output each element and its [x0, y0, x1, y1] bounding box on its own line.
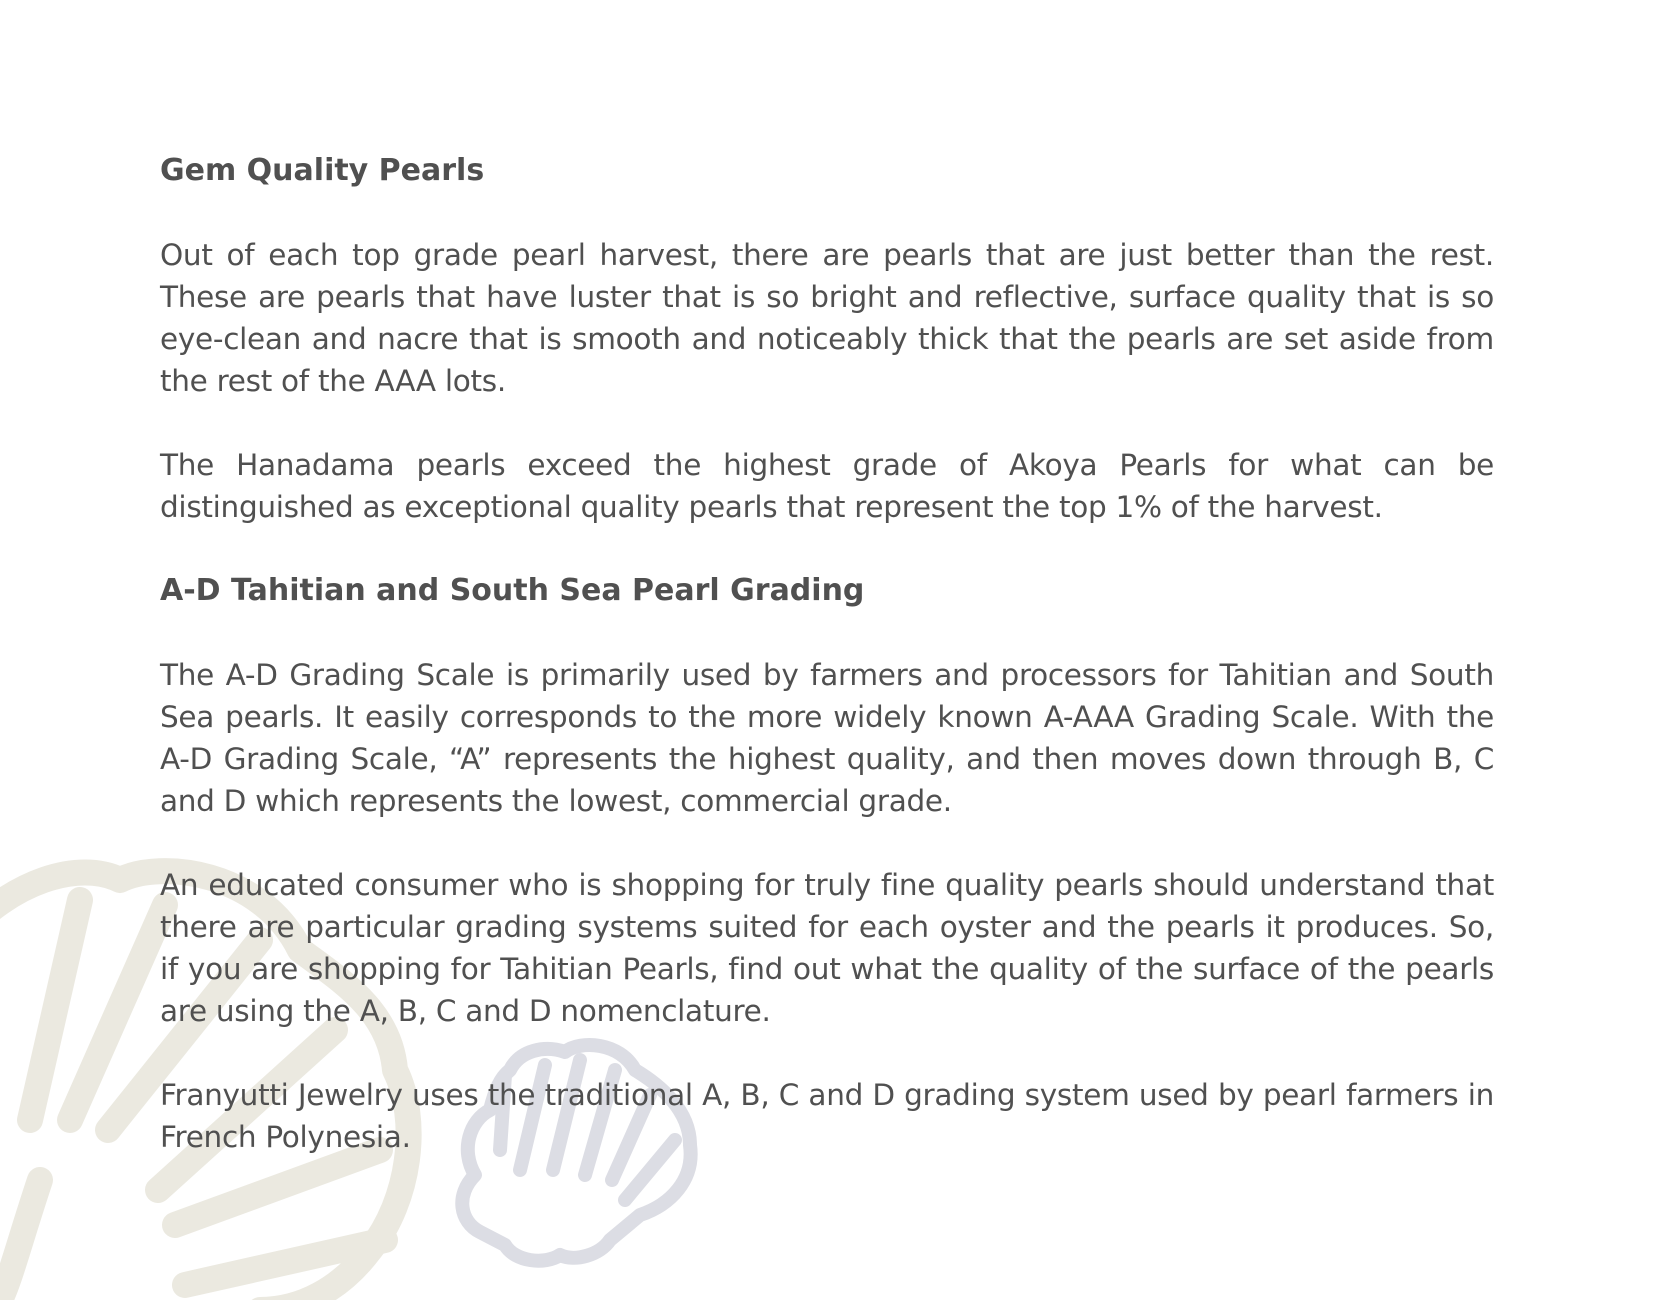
paragraph-hanadama: The Hanadama pearls exceed the highest grade of Akoya Pearls for what can be distinguished as exceptional quality pearls that represent the top 1% of the harvest.: [160, 448, 1494, 524]
paragraph-top-grade-harvest: Out of each top grade pearl harvest, there are pearls that are just better than the rest. These are pearls that have luster that is so bright and reflective, surface quality that is so eye-clean and nacre that is smooth and noticeably thick that the pearls are set aside from the rest of the AAA lots.: [160, 238, 1494, 398]
paragraph-ad-scale: The A-D Grading Scale is primarily used by farmers and processors for Tahitian and South Sea pearls. It easily corresponds to the more widely known A-AAA Grading Scale. With the A-D Grading Scale, “A” represents the highest quality, and then moves down through B, C and D which represents the lowest, commercial grade.: [160, 658, 1494, 818]
heading-ad-grading: A-D Tahitian and South Sea Pearl Grading: [160, 573, 865, 608]
heading-gem-quality: Gem Quality Pearls: [160, 153, 485, 188]
paragraph-educated-consumer: An educated consumer who is shopping for truly fine quality pearls should understand that there are particular grading systems suited for each oyster and the pearls it produces. So, if you are shopping for Tahitian Pearls, find out what the quality of the surface of the pearls are using the A, B, C and D nomenclature.: [160, 868, 1494, 1028]
paragraph-franyutti: Franyutti Jewelry uses the traditional A, B, C and D grading system used by pearl farmers in French Polynesia.: [160, 1078, 1494, 1154]
document-body: [160, 150, 1494, 1158]
